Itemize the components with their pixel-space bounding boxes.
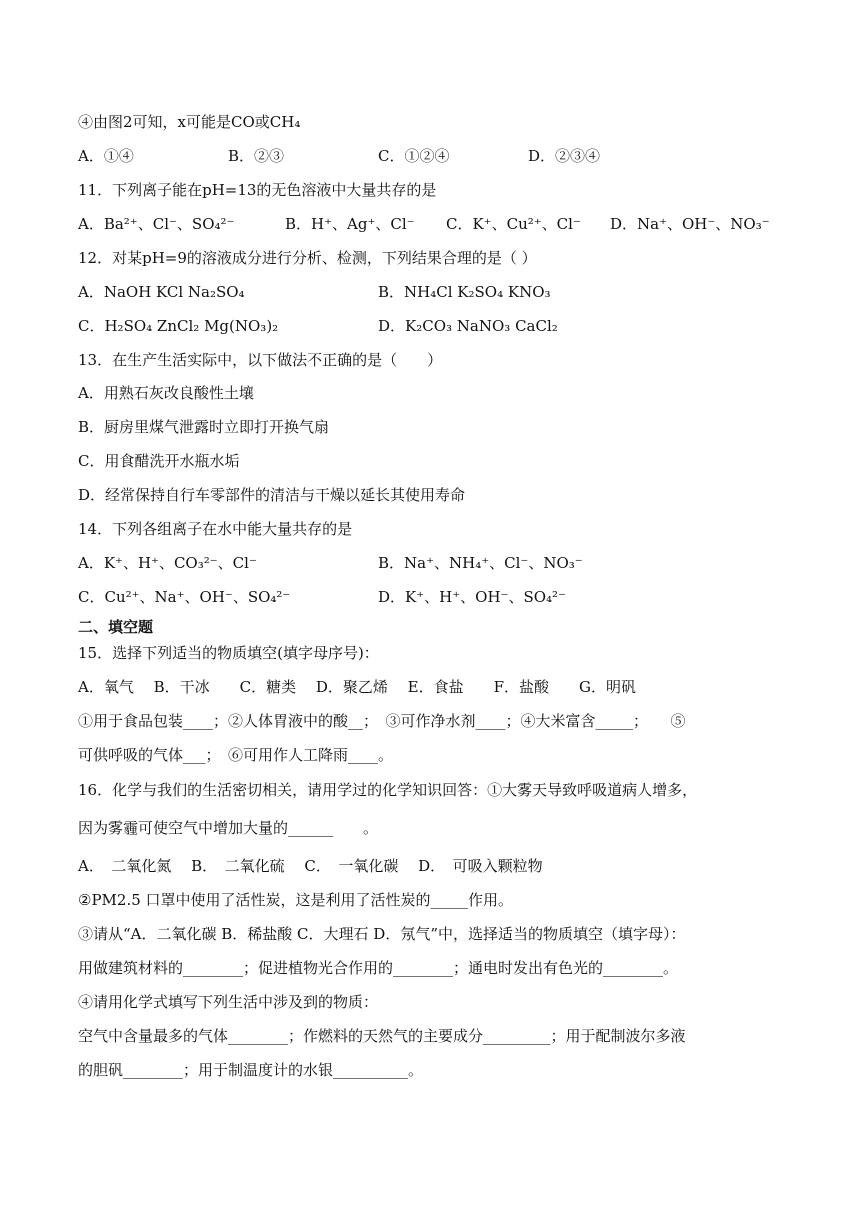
q10-option-d: D．②③④ xyxy=(528,147,601,165)
q12-option-c: C．H₂SO₄ ZnCl₂ Mg(NO₃)₂ xyxy=(78,317,279,335)
q11-option-a: A．Ba²⁺、Cl⁻、SO₄²⁻ xyxy=(78,215,235,233)
q13-option-a: A．用熟石灰改良酸性土壤 xyxy=(78,384,254,402)
q16-part4-intro: ④请用化学式填写下列生活中涉及到的物质： xyxy=(78,993,379,1011)
q10-option-c: C．①②④ xyxy=(378,147,450,165)
q15-choices: A．氧气 B．干冰 C．糖类 D．聚乙烯 E．食盐 F．盐酸 G．明矾 xyxy=(78,678,637,696)
q16-part4-blanks-line2: 的胆矾________；用于制温度计的水银__________。 xyxy=(78,1061,424,1079)
q15-blanks-line1: ①用于食品包装____；②人体胃液中的酸__； ③可作净水剂____；④大米富含_____； ⑤ xyxy=(78,712,686,730)
q14-option-c: C．Cu²⁺、Na⁺、OH⁻、SO₄²⁻ xyxy=(78,588,291,606)
section-heading: 二、填空题 xyxy=(78,618,154,636)
q12-option-d: D．K₂CO₃ NaNO₃ CaCl₂ xyxy=(378,317,558,335)
q16-stem-line1: 16．化学与我们的生活密切相关，请用学过的化学知识回答：①大雾天导致呼吸道病人增多， xyxy=(78,781,698,799)
q13-option-b: B．厨房里煤气泄露时立即打开换气扇 xyxy=(78,418,330,436)
q13-option-d: D．经常保持自行车零部件的清洁与干燥以延长其使用寿命 xyxy=(78,486,466,504)
q16-part3-intro: ③请从“A．二氧化碳 B．稀盐酸 C．大理石 D．氖气”中，选择适当的物质填空（填字母）： xyxy=(78,925,686,943)
q11-option-d: D．Na⁺、OH⁻、NO₃⁻ xyxy=(610,215,770,233)
q13-option-c: C．用食醋洗开水瓶水垢 xyxy=(78,452,240,470)
q11-option-b: B．H⁺、Ag⁺、Cl⁻ xyxy=(285,215,415,233)
q10-item4: ④由图2可知，x可能是CO或CH₄ xyxy=(78,113,301,131)
q16-part2: ②PM2.5 口罩中使用了活性炭，这是利用了活性炭的_____作用。 xyxy=(78,891,514,909)
q14-option-a: A．K⁺、H⁺、CO₃²⁻、Cl⁻ xyxy=(78,554,257,572)
q11-stem: 11．下列离子能在pH=13的无色溶液中大量共存的是 xyxy=(78,181,437,199)
q14-stem: 14．下列各组离子在水中能大量共存的是 xyxy=(78,520,353,538)
q16-part3-blanks: 用做建筑材料的________；促进植物光合作用的________；通电时发出有色光的________。 xyxy=(78,959,679,977)
q16-choices: A． 二氧化氮 B． 二氧化硫 C． 一氧化碳 D． 可吸入颗粒物 xyxy=(78,857,543,875)
q12-option-a: A．NaOH KCl Na₂SO₄ xyxy=(78,283,245,301)
q15-stem: 15．选择下列适当的物质填空(填字母序号)： xyxy=(78,644,379,662)
q10-option-b: B．②③ xyxy=(228,147,285,165)
q14-option-d: D．K⁺、H⁺、OH⁻、SO₄²⁻ xyxy=(378,588,566,606)
q14-option-b: B．Na⁺、NH₄⁺、Cl⁻、NO₃⁻ xyxy=(378,554,583,572)
q11-option-c: C．K⁺、Cu²⁺、Cl⁻ xyxy=(446,215,581,233)
q16-part4-blanks-line1: 空气中含量最多的气体________；作燃料的天然气的主要成分_________；用于配制波尔多液 xyxy=(78,1027,686,1045)
q12-stem: 12．对某pH=9的溶液成分进行分析、检测，下列结果合理的是（ ） xyxy=(78,249,537,267)
q10-option-a: A．①④ xyxy=(78,147,134,165)
q16-stem-line2: 因为雾霾可使空气中增加大量的______ 。 xyxy=(78,819,379,837)
q13-stem: 13．在生产生活实际中，以下做法不正确的是（ ） xyxy=(78,351,443,369)
q15-blanks-line2: 可供呼吸的气体___； ⑥可用作人工降雨____。 xyxy=(78,746,394,764)
q12-option-b: B．NH₄Cl K₂SO₄ KNO₃ xyxy=(378,283,551,301)
